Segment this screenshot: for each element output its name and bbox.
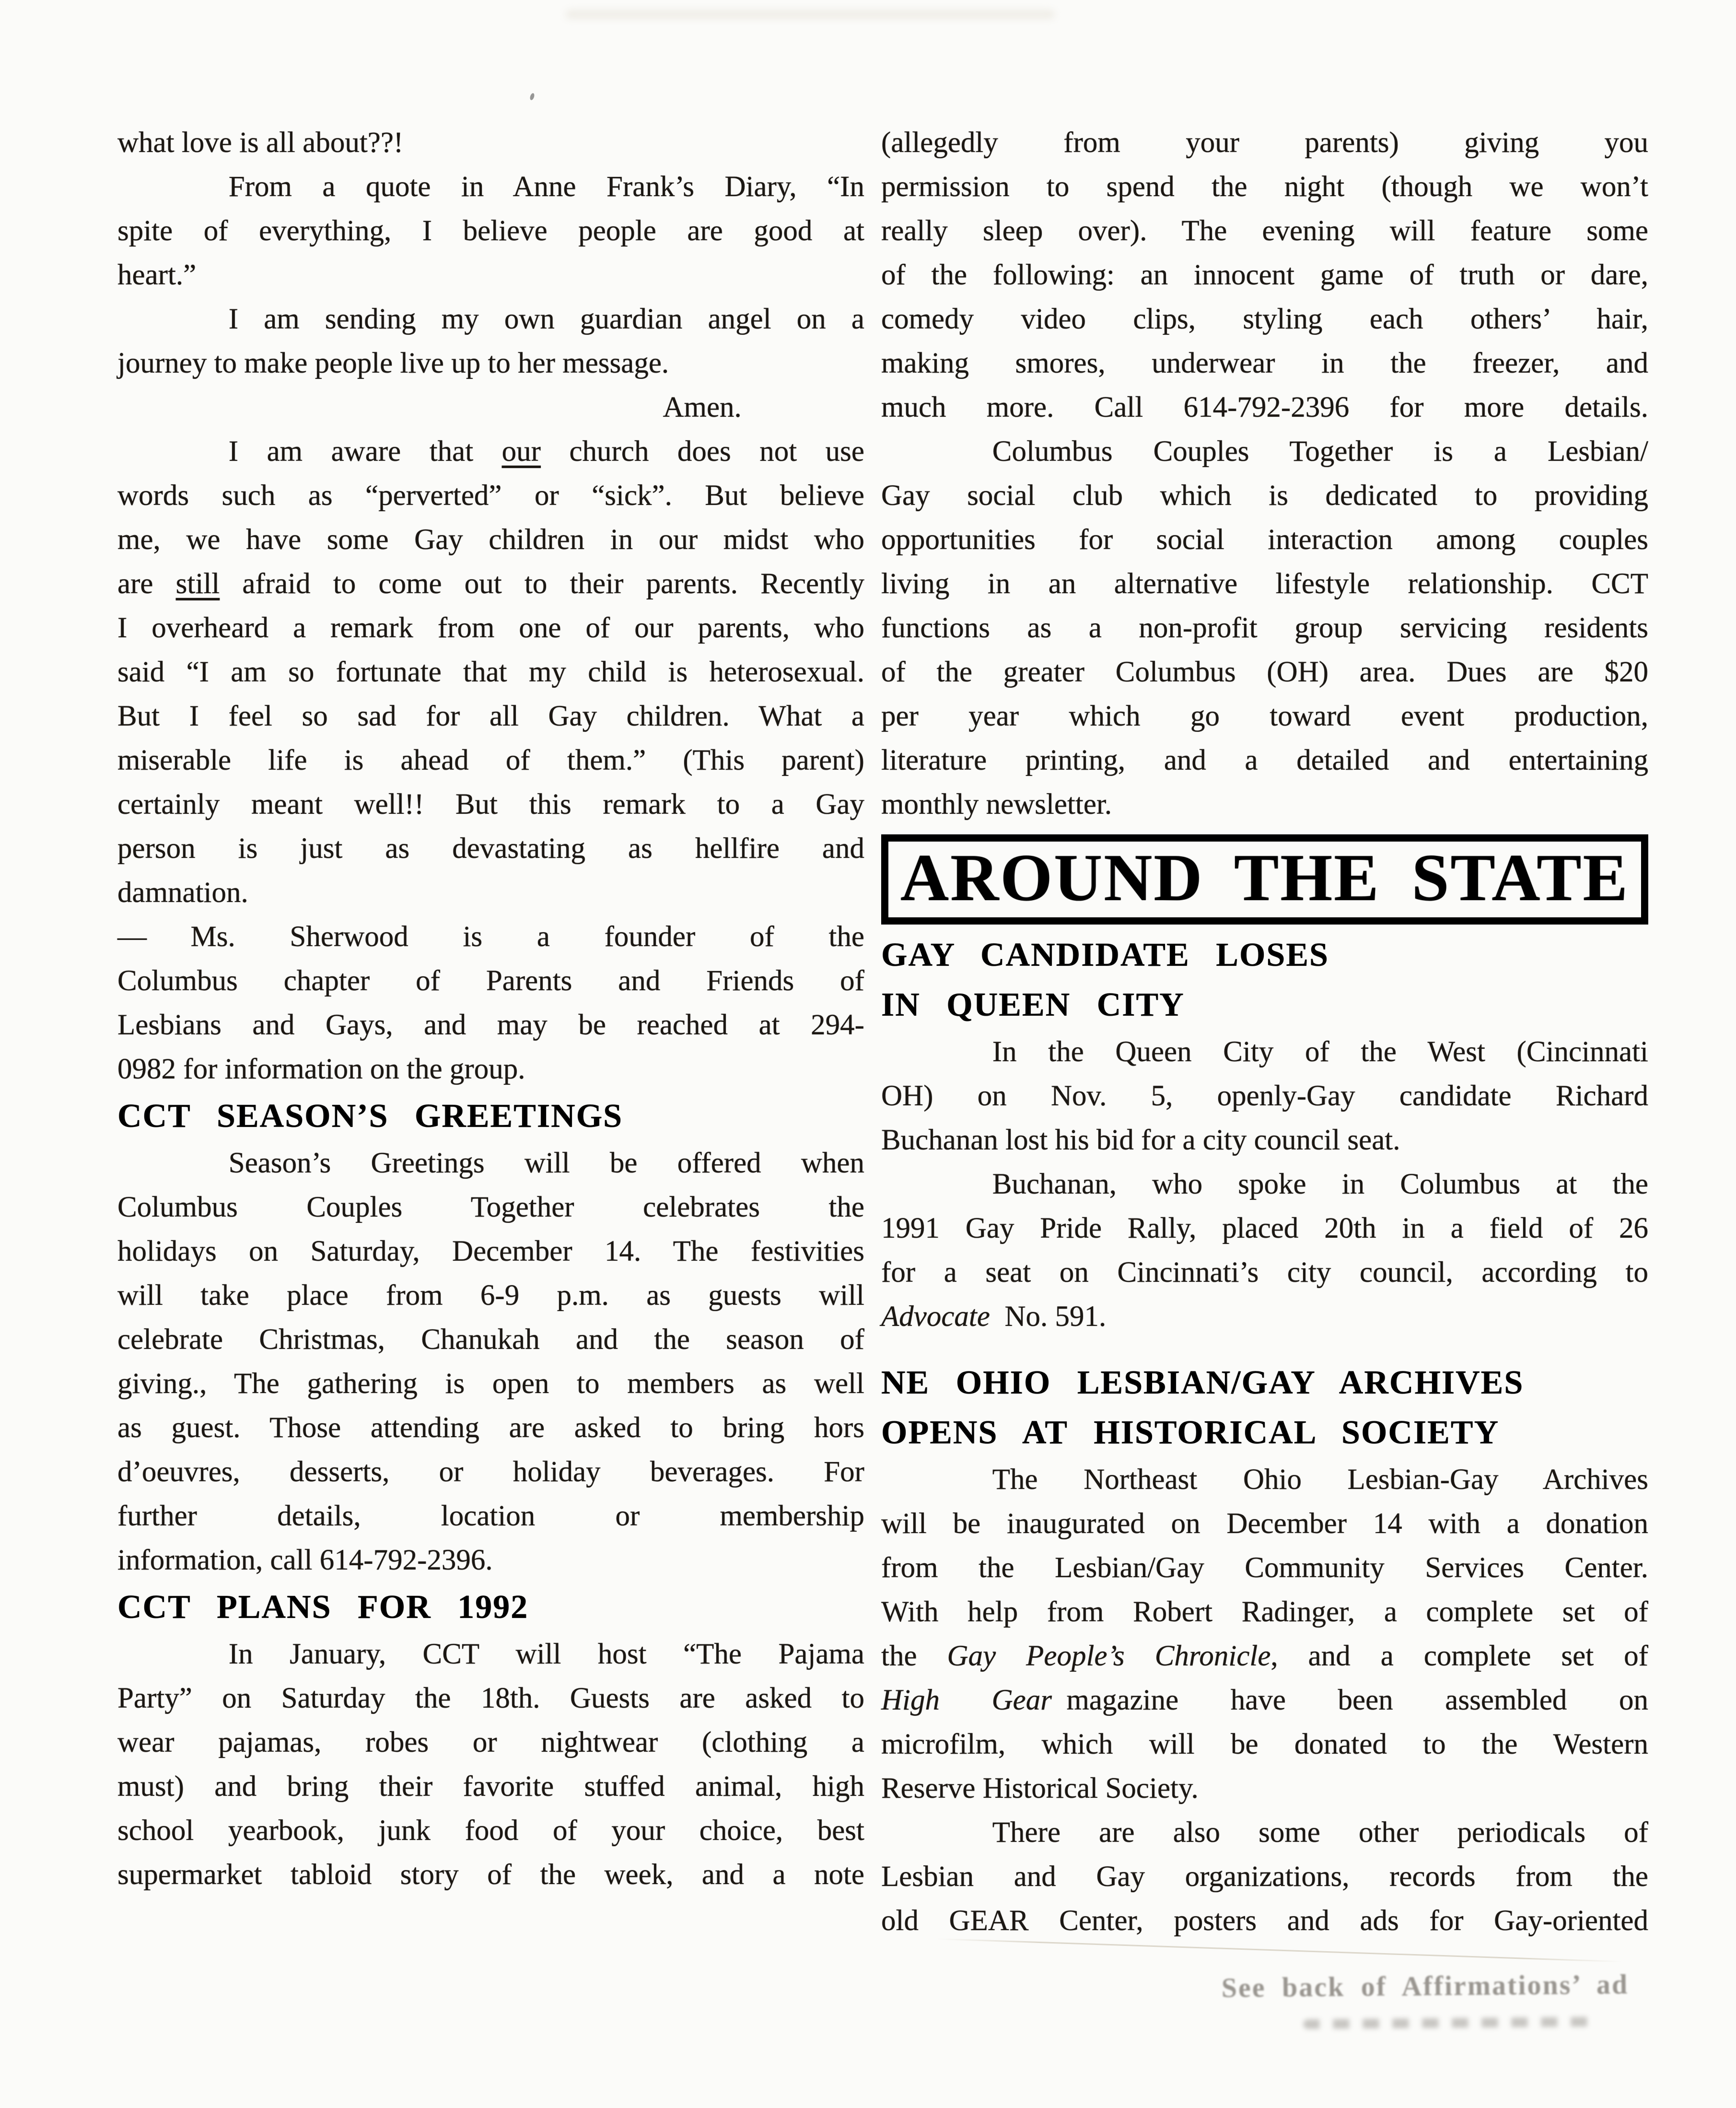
text-line: holidays on Saturday, December 14. The festivities xyxy=(117,1235,864,1267)
text-line: heart.” xyxy=(117,259,197,291)
text-line: wear pajamas, robes or nightwear (clothing a xyxy=(117,1726,864,1758)
paragraph xyxy=(881,430,1648,827)
text-line: spite of everything, I believe people are good at xyxy=(117,215,864,247)
text-line: certainly meant well!! But this remark to a Gay xyxy=(117,788,864,820)
text-line: d’oeuvres, desserts, or holiday beverages. For xyxy=(117,1456,864,1488)
paragraph xyxy=(117,121,864,165)
paragraph xyxy=(881,121,1648,430)
text-line: comedy video clips, styling each others’ hair, xyxy=(881,303,1648,335)
text-line: In the Queen City of the West (Cincinnati xyxy=(992,1036,1648,1068)
paragraph xyxy=(881,1162,1648,1339)
text-line: per year which go toward event production, xyxy=(881,700,1648,732)
paragraph xyxy=(881,1458,1648,1811)
text-line: — Ms. Sherwood is a founder of the xyxy=(117,921,864,953)
text-line: Party” on Saturday the 18th. Guests are asked to xyxy=(117,1682,864,1714)
paragraph xyxy=(117,915,864,1091)
text-line: old GEAR Center, posters and ads for Gay-oriented xyxy=(881,1905,1648,1937)
text-line: damnation. xyxy=(117,877,248,909)
text-line: monthly newsletter. xyxy=(881,788,1112,820)
text-line: Buchanan lost his bid for a city council seat. xyxy=(881,1124,1400,1156)
faded-note xyxy=(1221,1968,1629,2029)
text-line: words such as “perverted” or “sick”. But believe xyxy=(117,480,864,512)
text-line: giving., The gathering is open to members as well xyxy=(117,1368,864,1400)
faded-note-text: See back of Affirmations’ ad xyxy=(1221,1968,1629,2003)
text-line: information, call 614-792-2396. xyxy=(117,1544,493,1576)
text-line: In January, CCT will host “The Pajama xyxy=(228,1638,864,1670)
text-line: Lesbians and Gays, and may be reached at 294- xyxy=(117,1009,864,1041)
section-heading-line: GAY CANDIDATE LOSES xyxy=(881,937,1329,973)
paragraph xyxy=(881,1030,1648,1162)
text-line: From a quote in Anne Frank’s Diary, “In xyxy=(228,171,864,203)
text-line: as guest. Those attending are asked to bring hors xyxy=(117,1412,864,1444)
text-line: from the Lesbian/Gay Community Services Center. xyxy=(881,1552,1648,1584)
section-heading xyxy=(881,1358,1648,1458)
paragraph xyxy=(117,1632,864,1897)
text-line: Buchanan, who spoke in Columbus at the xyxy=(992,1168,1648,1200)
section-heading xyxy=(117,1091,864,1141)
text-line: permission to spend the night (though we won’t xyxy=(881,171,1648,203)
text-line: The Northeast Ohio Lesbian-Gay Archives xyxy=(992,1464,1648,1496)
right-text-column xyxy=(881,121,1648,1943)
text-line: of the following: an innocent game of truth or dare, xyxy=(881,259,1648,291)
text-line: Columbus Couples Together is a Lesbian/ xyxy=(992,435,1648,468)
section-heading-line: OPENS AT HISTORICAL SOCIETY xyxy=(881,1414,1500,1451)
text-line: of the greater Columbus (OH) area. Dues are $20 xyxy=(881,656,1648,688)
text-line: living in an alternative lifestyle relationship. CCT xyxy=(881,568,1648,600)
section-heading-line: IN QUEEN CITY xyxy=(881,986,1185,1023)
text-line: really sleep over). The evening will feature some xyxy=(881,215,1648,247)
boxed-section-header: AROUND THE STATE xyxy=(881,834,1648,925)
text-line: microfilm, which will be donated to the Western xyxy=(881,1728,1648,1760)
text-line: supermarket tabloid story of the week, and a note xyxy=(117,1859,864,1891)
paragraph xyxy=(881,1811,1648,1943)
text-line: will be inaugurated on December 14 with a donation xyxy=(881,1508,1648,1540)
text-line: Amen. xyxy=(663,391,742,423)
text-line: I overheard a remark from one of our parents, who xyxy=(117,612,864,644)
text-line: Columbus chapter of Parents and Friends of xyxy=(117,965,864,997)
paragraph xyxy=(117,297,864,386)
text-line: the Gay People’s Chronicle, and a complete set of xyxy=(881,1640,1648,1672)
section-heading xyxy=(881,930,1648,1030)
text-line: journey to make people live up to her message. xyxy=(117,347,669,379)
text-line: me, we have some Gay children in our midst who xyxy=(117,524,864,556)
text-line: said “I am so fortunate that my child is heterosexual. xyxy=(117,656,864,688)
text-line: (allegedly from your parents) giving you xyxy=(881,127,1648,159)
text-line: 1991 Gay Pride Rally, placed 20th in a field of 26 xyxy=(881,1212,1648,1244)
text-line: will take place from 6-9 p.m. as guests will xyxy=(117,1279,864,1312)
text-line: what love is all about??! xyxy=(117,127,404,159)
text-line: I am aware that our church does not use xyxy=(228,435,864,468)
text-line: Advocate No. 591. xyxy=(881,1300,1107,1333)
section-heading-line: NE OHIO LESBIAN/GAY ARCHIVES xyxy=(881,1364,1524,1401)
text-line: But I feel so sad for all Gay children. What a xyxy=(117,700,864,732)
text-line: functions as a non-profit group servicing residents xyxy=(881,612,1648,644)
text-line: literature printing, and a detailed and entertaining xyxy=(881,744,1648,776)
section-heading-line: CCT PLANS FOR 1992 xyxy=(117,1589,529,1626)
text-line: Lesbian and Gay organizations, records from the xyxy=(881,1861,1648,1893)
section-heading-line: CCT SEASON’S GREETINGS xyxy=(117,1098,623,1135)
section-heading xyxy=(117,1582,864,1632)
paragraph xyxy=(117,1141,864,1582)
text-line: OH) on Nov. 5, openly-Gay candidate Richard xyxy=(881,1080,1648,1112)
left-text-column xyxy=(117,121,864,1897)
text-line: Gay social club which is dedicated to providing xyxy=(881,480,1648,512)
text-line: opportunities for social interaction among couples xyxy=(881,524,1648,556)
text-line: There are also some other periodicals of xyxy=(992,1816,1648,1849)
text-line: With help from Robert Radinger, a complete set of xyxy=(881,1596,1648,1628)
ink-speck-artifact xyxy=(529,93,535,101)
text-line: Season’s Greetings will be offered when xyxy=(228,1147,864,1179)
text-line: person is just as devastating as hellfire and xyxy=(117,832,864,865)
text-line: school yearbook, junk food of your choice, best xyxy=(117,1815,864,1847)
text-line: Columbus Couples Together celebrates the xyxy=(117,1191,864,1223)
text-line: are still afraid to come out to their parents. Recently xyxy=(117,568,864,600)
text-line: celebrate Christmas, Chanukah and the season of xyxy=(117,1323,864,1356)
text-line: must) and bring their favorite stuffed animal, high xyxy=(117,1770,864,1803)
text-line: miserable life is ahead of them.” (This parent) xyxy=(117,744,864,776)
text-line: making smores, underwear in the freezer, and xyxy=(881,347,1648,379)
paragraph xyxy=(117,430,864,915)
text-line: for a seat on Cincinnati’s city council, according to xyxy=(881,1256,1648,1288)
text-line: much more. Call 614-792-2396 for more details. xyxy=(881,391,1648,423)
paragraph xyxy=(117,165,864,297)
text-line: I am sending my own guardian angel on a xyxy=(228,303,864,335)
text-line: 0982 for information on the group. xyxy=(117,1053,525,1085)
text-line: Reserve Historical Society. xyxy=(881,1772,1199,1804)
scan-artifact-band xyxy=(566,10,1055,19)
text-line: further details, location or membership xyxy=(117,1500,864,1532)
text-line: High Gear magazine have been assembled on xyxy=(881,1684,1648,1716)
illegible-cutoff-text xyxy=(1303,2017,1591,2029)
